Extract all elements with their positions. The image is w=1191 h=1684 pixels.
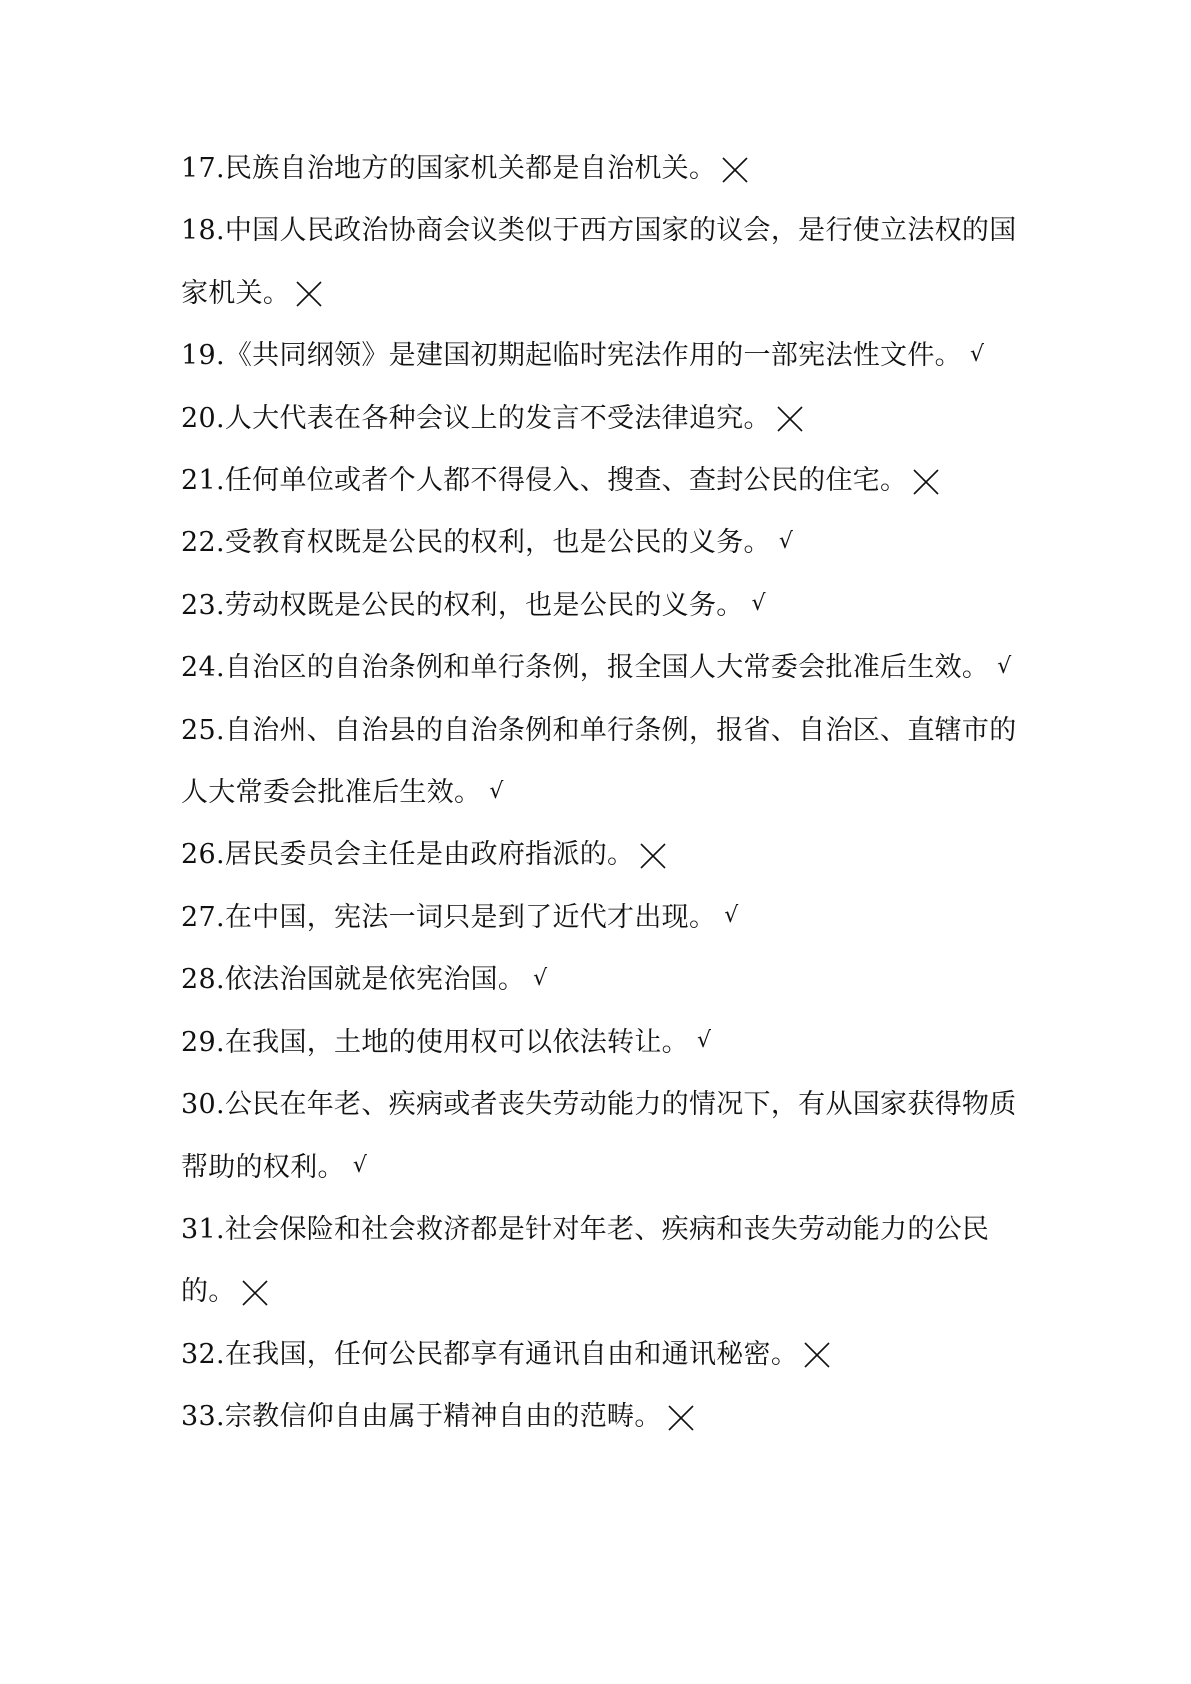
check-icon: √: [778, 528, 794, 554]
statement-item: [181, 1012, 1021, 1074]
check-icon: √: [997, 653, 1012, 679]
check-icon: √: [969, 341, 985, 367]
statement-text: 24.自治区的自治条例和单行条例，报全国人大常委会批准后生效。: [181, 652, 990, 684]
statement-item: [181, 200, 1021, 325]
cross-icon: [638, 841, 668, 871]
statement-text: 29.在我国，土地的使用权可以依法转让。: [181, 1026, 689, 1058]
check-icon: √: [489, 778, 504, 804]
statement-item: [181, 325, 1021, 387]
statement-item: [181, 1199, 1021, 1324]
statement-text: 19.《共同纲领》是建国初期起临时宪法作用的一部宪法性文件。: [181, 340, 962, 372]
check-icon: √: [533, 965, 548, 991]
statement-text: 20.人大代表在各种会议上的发言不受法律追究。: [181, 402, 771, 434]
statement-item: [181, 824, 1021, 886]
statement-text: 23.劳动权既是公民的权利，也是公民的义务。: [181, 589, 744, 621]
cross-icon: [775, 404, 805, 434]
statement-item: [181, 138, 1021, 200]
statement-item: [181, 450, 1021, 512]
statement-text: 17.民族自治地方的国家机关都是自治机关。: [181, 153, 717, 184]
check-icon: √: [751, 591, 766, 617]
statement-item: [181, 949, 1021, 1011]
statement-item: [181, 637, 1021, 699]
statement-text: 32.在我国，任何公民都享有通讯自由和通讯秘密。: [181, 1338, 799, 1370]
statement-list: [181, 138, 1021, 1449]
cross-icon: [720, 155, 750, 185]
statement-text: 25.自治州、自治县的自治条例和单行条例，报省、自治区、直辖市的人大常委会批准后生效。: [181, 714, 1017, 809]
check-icon: √: [352, 1153, 368, 1178]
statement-text: 26.居民委员会主任是由政府指派的。: [181, 839, 635, 871]
statement-text: 31.社会保险和社会救济都是针对年老、疾病和丧失劳动能力的公民的。: [181, 1213, 990, 1308]
statement-text: 33.宗教信仰自由属于精神自由的范畴。: [181, 1401, 662, 1433]
cross-icon: [911, 467, 941, 497]
statement-text: 22.受教育权既是公民的权利，也是公民的义务。: [181, 527, 771, 559]
statement-item: [181, 388, 1021, 450]
cross-icon: [802, 1340, 832, 1370]
statement-text: 21.任何单位或者个人都不得侵入、搜查、查封公民的住宅。: [181, 465, 908, 497]
statement-item: [181, 575, 1021, 637]
statement-item: [181, 1324, 1021, 1386]
statement-item: [181, 1386, 1021, 1448]
statement-item: [181, 700, 1021, 825]
cross-icon: [294, 279, 324, 309]
statement-text: 27.在中国，宪法一词只是到了近代才出现。: [181, 901, 717, 933]
cross-icon: [666, 1403, 696, 1433]
statement-item: [181, 512, 1021, 574]
statement-item: [181, 887, 1021, 949]
statement-text: 18.中国人民政治协商会议类似于西方国家的议会，是行使立法权的国家机关。: [181, 215, 1017, 309]
statement-text: 30.公民在年老、疾病或者丧失劳动能力的情况下，有从国家获得物质帮助的权利。: [181, 1089, 1017, 1183]
check-icon: √: [724, 903, 739, 929]
statement-text: 28.依法治国就是依宪治国。: [181, 964, 526, 996]
cross-icon: [240, 1278, 270, 1308]
statement-item: [181, 1074, 1021, 1199]
check-icon: √: [696, 1028, 712, 1054]
